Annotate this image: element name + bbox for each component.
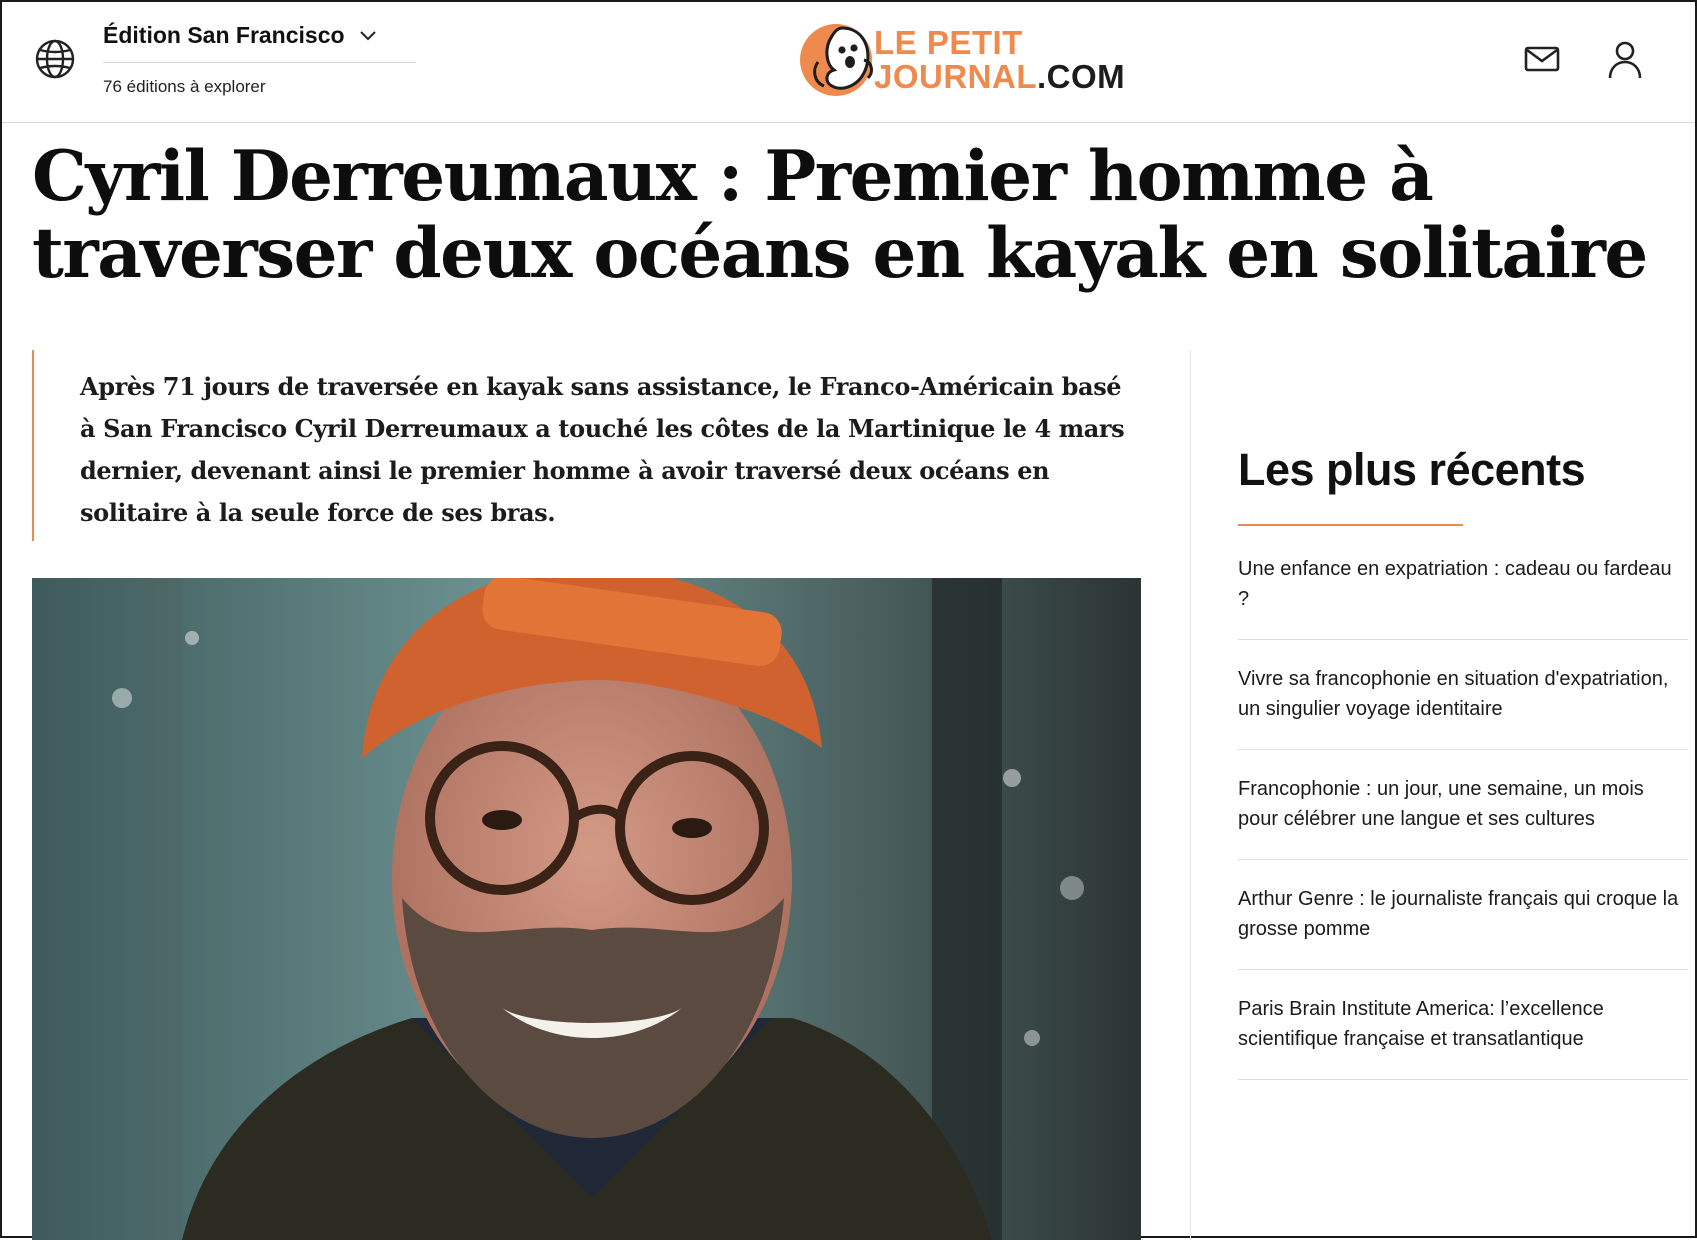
logo-line1: LE PETIT: [874, 24, 1023, 61]
user-icon[interactable]: [1608, 40, 1642, 80]
logo-line2: [874, 60, 1125, 94]
article-lead-text: Après 71 jours de traversée en kayak sans assistance, le Franco-Américain basé à San Francisco Cyril Derreumaux a touché les côtes de la Martinique le 4 mars dernier, devenant ainsi le premier homme à avoir traversé deux océans en solitaire à la seule force de ses bras.: [80, 372, 1125, 527]
mail-icon[interactable]: [1524, 46, 1560, 72]
list-item: [1238, 986, 1688, 1080]
recent-articles-list: [1238, 546, 1688, 1080]
recent-article-link[interactable]: Vivre sa francophonie en situation d'expatriation, un singulier voyage identitaire: [1238, 668, 1669, 720]
logo-wordmark: [874, 26, 1125, 94]
portrait-photo-illustration: [32, 578, 1141, 1240]
sidebar-divider: [1190, 350, 1191, 1240]
article-lead: [32, 350, 1142, 541]
article-photo: [32, 578, 1141, 1240]
edition-count: 76 éditions à explorer: [103, 77, 266, 96]
recent-article-link[interactable]: Paris Brain Institute America: l’excellence scientifique française et transatlantique: [1238, 998, 1604, 1050]
list-item: [1238, 546, 1688, 640]
chevron-down-icon: [359, 29, 377, 41]
logo-line2-suffix: .COM: [1037, 58, 1126, 95]
list-item: [1238, 876, 1688, 970]
sidebar-title: Les plus récents: [1238, 444, 1586, 495]
sidebar-accent-line: [1238, 524, 1463, 526]
recent-article-link[interactable]: Francophonie : un jour, une semaine, un mois pour célébrer une langue et ses cultures: [1238, 778, 1644, 830]
recent-article-link[interactable]: Arthur Genre : le journaliste français qui croque la grosse pomme: [1238, 888, 1679, 940]
logo-line2-main: JOURNAL: [874, 58, 1038, 95]
site-logo[interactable]: [798, 18, 1138, 102]
globe-icon[interactable]: [34, 38, 76, 80]
edition-dropdown[interactable]: [103, 20, 416, 63]
logo-mascot-icon: [798, 20, 878, 98]
list-item: [1238, 766, 1688, 860]
list-item: [1238, 656, 1688, 750]
article-headline: Cyril Derreumaux : Premier homme à traverser deux océans en kayak en solitaire: [32, 136, 1647, 294]
edition-selector: [103, 20, 416, 97]
recent-article-link[interactable]: Une enfance en expatriation : cadeau ou fardeau ?: [1238, 558, 1672, 610]
edition-title: Édition San Francisco: [103, 21, 345, 48]
site-header: [2, 2, 1695, 123]
recent-articles-sidebar: [1238, 442, 1688, 1096]
